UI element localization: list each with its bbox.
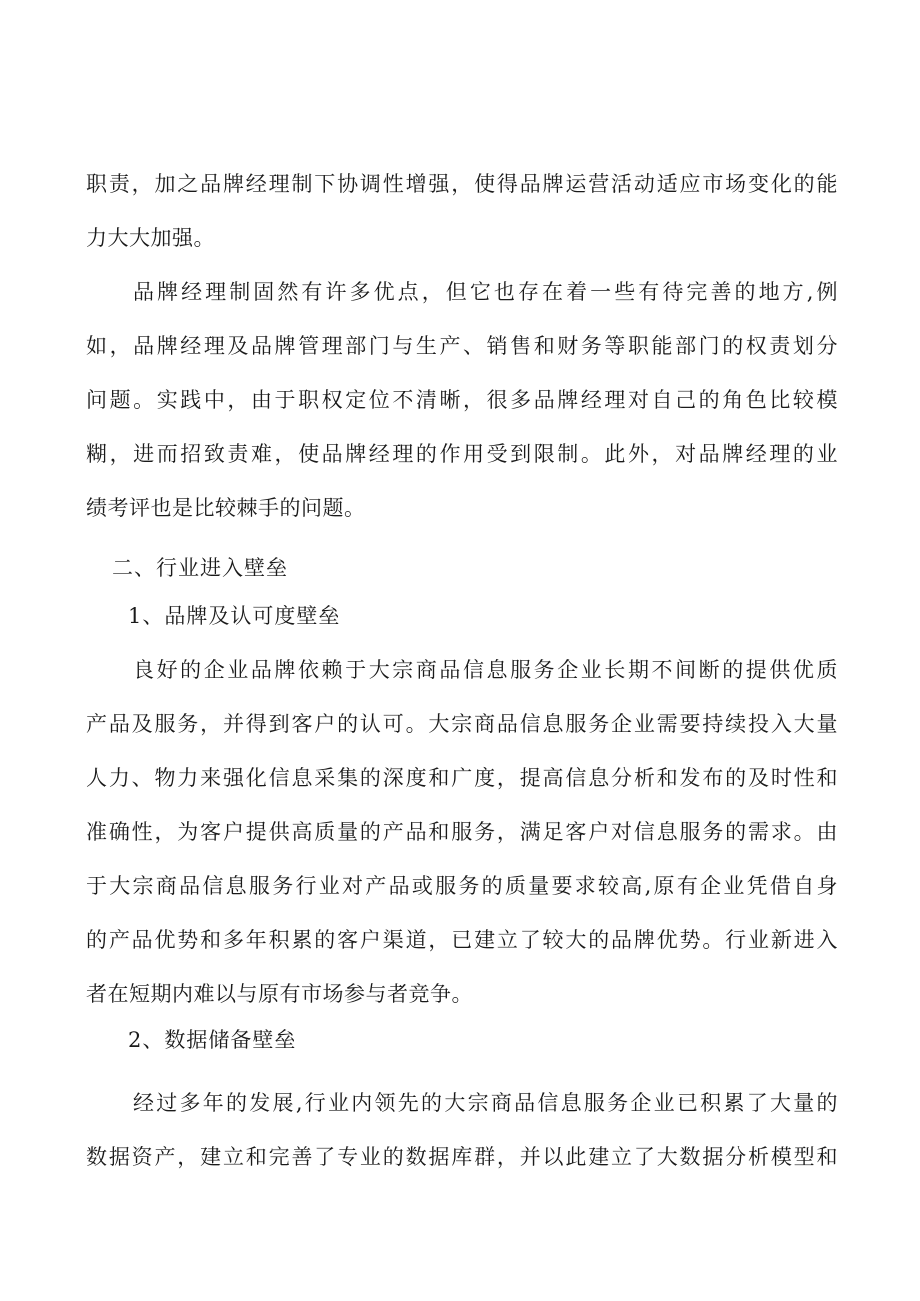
paragraph-line: 产品及服务，并得到客户的认可。大宗商品信息服务企业需要持续投入大量 bbox=[86, 712, 838, 736]
paragraph-line: 准确性，为客户提供高质量的产品和服务，满足客户对信息服务的需求。由 bbox=[86, 820, 838, 844]
section-heading: 二、行业进入壁垒 bbox=[112, 556, 288, 580]
paragraph-line: 人力、物力来强化信息采集的深度和广度，提高信息分析和发布的及时性和 bbox=[86, 766, 838, 790]
subsection-heading: 2、数据储备壁垒 bbox=[128, 1028, 297, 1052]
subsection-heading: 1、品牌及认可度壁垒 bbox=[128, 604, 341, 628]
paragraph-line: 数据资产，建立和完善了专业的数据库群，并以此建立了大数据分析模型和 bbox=[86, 1145, 838, 1169]
paragraph-line: 者在短期内难以与原有市场参与者竞争。 bbox=[86, 982, 473, 1006]
paragraph-line: 绩考评也是比较棘手的问题。 bbox=[86, 496, 366, 520]
paragraph-line: 力大大加强。 bbox=[86, 226, 215, 250]
paragraph-line: 良好的企业品牌依赖于大宗商品信息服务企业长期不间断的提供优质 bbox=[133, 658, 838, 682]
paragraph-line: 于大宗商品信息服务行业对产品或服务的质量要求较高,原有企业凭借自身 bbox=[86, 874, 838, 898]
paragraph-line: 的产品优势和多年积累的客户渠道，已建立了较大的品牌优势。行业新进入 bbox=[86, 928, 838, 952]
paragraph-line: 如，品牌经理及品牌管理部门与生产、销售和财务等职能部门的权责划分 bbox=[86, 334, 838, 358]
paragraph-line: 职责，加之品牌经理制下协调性增强，使得品牌运营活动适应市场变化的能 bbox=[86, 172, 838, 196]
paragraph-line: 问题。实践中，由于职权定位不清晰，很多品牌经理对自己的角色比较模 bbox=[86, 388, 838, 412]
paragraph-line: 品牌经理制固然有许多优点，但它也存在着一些有待完善的地方,例 bbox=[133, 280, 838, 304]
paragraph-line: 糊，进而招致责难，使品牌经理的作用受到限制。此外，对品牌经理的业 bbox=[86, 442, 838, 466]
paragraph-line: 经过多年的发展,行业内领先的大宗商品信息服务企业已积累了大量的 bbox=[133, 1091, 838, 1115]
